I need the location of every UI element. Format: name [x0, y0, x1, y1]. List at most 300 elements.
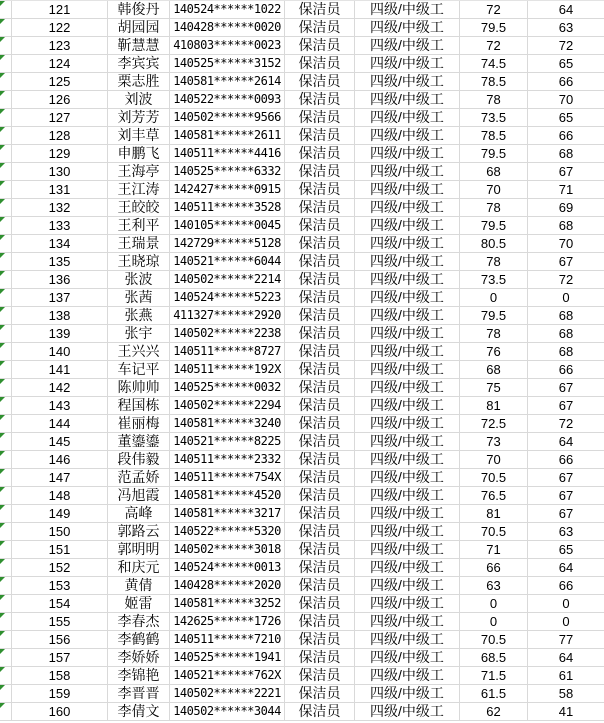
- position-cell[interactable]: 保洁员: [285, 577, 355, 595]
- score2-cell[interactable]: 67: [528, 163, 604, 181]
- score2-cell[interactable]: 67: [528, 505, 604, 523]
- error-indicator-cell[interactable]: [0, 613, 12, 631]
- id-number-cell[interactable]: 140525******3152: [170, 55, 285, 73]
- position-cell[interactable]: 保洁员: [285, 253, 355, 271]
- score2-cell[interactable]: 67: [528, 379, 604, 397]
- row-number-cell[interactable]: 147: [12, 469, 108, 487]
- error-indicator-cell[interactable]: [0, 559, 12, 577]
- position-cell[interactable]: 保洁员: [285, 181, 355, 199]
- error-indicator-cell[interactable]: [0, 577, 12, 595]
- id-number-cell[interactable]: 140525******0032: [170, 379, 285, 397]
- name-cell[interactable]: 刘芳芳: [108, 109, 170, 127]
- name-cell[interactable]: 张宇: [108, 325, 170, 343]
- score1-cell[interactable]: 72: [460, 1, 528, 19]
- score1-cell[interactable]: 72.5: [460, 415, 528, 433]
- name-cell[interactable]: 和庆元: [108, 559, 170, 577]
- level-cell[interactable]: 四级/中级工: [355, 343, 460, 361]
- id-number-cell[interactable]: 140502******2238: [170, 325, 285, 343]
- row-number-cell[interactable]: 142: [12, 379, 108, 397]
- name-cell[interactable]: 王江涛: [108, 181, 170, 199]
- score2-cell[interactable]: 65: [528, 541, 604, 559]
- score1-cell[interactable]: 78: [460, 325, 528, 343]
- level-cell[interactable]: 四级/中级工: [355, 109, 460, 127]
- position-cell[interactable]: 保洁员: [285, 433, 355, 451]
- row-number-cell[interactable]: 123: [12, 37, 108, 55]
- error-indicator-cell[interactable]: [0, 595, 12, 613]
- position-cell[interactable]: 保洁员: [285, 199, 355, 217]
- id-number-cell[interactable]: 140522******5320: [170, 523, 285, 541]
- error-indicator-cell[interactable]: [0, 253, 12, 271]
- name-cell[interactable]: 程国栋: [108, 397, 170, 415]
- level-cell[interactable]: 四级/中级工: [355, 595, 460, 613]
- id-number-cell[interactable]: 140502******3044: [170, 703, 285, 721]
- name-cell[interactable]: 车记平: [108, 361, 170, 379]
- score2-cell[interactable]: 0: [528, 289, 604, 307]
- position-cell[interactable]: 保洁员: [285, 271, 355, 289]
- level-cell[interactable]: 四级/中级工: [355, 307, 460, 325]
- position-cell[interactable]: 保洁员: [285, 361, 355, 379]
- score1-cell[interactable]: 81: [460, 505, 528, 523]
- row-number-cell[interactable]: 124: [12, 55, 108, 73]
- position-cell[interactable]: 保洁员: [285, 649, 355, 667]
- level-cell[interactable]: 四级/中级工: [355, 145, 460, 163]
- name-cell[interactable]: 崔丽梅: [108, 415, 170, 433]
- row-number-cell[interactable]: 132: [12, 199, 108, 217]
- row-number-cell[interactable]: 153: [12, 577, 108, 595]
- position-cell[interactable]: 保洁员: [285, 37, 355, 55]
- row-number-cell[interactable]: 133: [12, 217, 108, 235]
- row-number-cell[interactable]: 156: [12, 631, 108, 649]
- level-cell[interactable]: 四级/中级工: [355, 55, 460, 73]
- name-cell[interactable]: 王兴兴: [108, 343, 170, 361]
- level-cell[interactable]: 四级/中级工: [355, 19, 460, 37]
- error-indicator-cell[interactable]: [0, 487, 12, 505]
- error-indicator-cell[interactable]: [0, 1, 12, 19]
- level-cell[interactable]: 四级/中级工: [355, 289, 460, 307]
- score1-cell[interactable]: 78.5: [460, 127, 528, 145]
- score2-cell[interactable]: 71: [528, 181, 604, 199]
- row-number-cell[interactable]: 150: [12, 523, 108, 541]
- score1-cell[interactable]: 76: [460, 343, 528, 361]
- row-number-cell[interactable]: 157: [12, 649, 108, 667]
- score1-cell[interactable]: 73.5: [460, 271, 528, 289]
- level-cell[interactable]: 四级/中级工: [355, 451, 460, 469]
- score2-cell[interactable]: 67: [528, 487, 604, 505]
- score2-cell[interactable]: 72: [528, 415, 604, 433]
- error-indicator-cell[interactable]: [0, 451, 12, 469]
- error-indicator-cell[interactable]: [0, 469, 12, 487]
- name-cell[interactable]: 靳慧慧: [108, 37, 170, 55]
- level-cell[interactable]: 四级/中级工: [355, 91, 460, 109]
- level-cell[interactable]: 四级/中级工: [355, 541, 460, 559]
- score1-cell[interactable]: 74.5: [460, 55, 528, 73]
- score2-cell[interactable]: 72: [528, 37, 604, 55]
- name-cell[interactable]: 李春杰: [108, 613, 170, 631]
- score2-cell[interactable]: 68: [528, 145, 604, 163]
- row-number-cell[interactable]: 149: [12, 505, 108, 523]
- name-cell[interactable]: 王瑞景: [108, 235, 170, 253]
- id-number-cell[interactable]: 140525******6332: [170, 163, 285, 181]
- score2-cell[interactable]: 61: [528, 667, 604, 685]
- score2-cell[interactable]: 66: [528, 73, 604, 91]
- score2-cell[interactable]: 0: [528, 613, 604, 631]
- row-number-cell[interactable]: 148: [12, 487, 108, 505]
- score1-cell[interactable]: 70: [460, 451, 528, 469]
- score2-cell[interactable]: 64: [528, 649, 604, 667]
- error-indicator-cell[interactable]: [0, 541, 12, 559]
- id-number-cell[interactable]: 140522******0093: [170, 91, 285, 109]
- error-indicator-cell[interactable]: [0, 433, 12, 451]
- score1-cell[interactable]: 0: [460, 595, 528, 613]
- error-indicator-cell[interactable]: [0, 145, 12, 163]
- score1-cell[interactable]: 79.5: [460, 307, 528, 325]
- error-indicator-cell[interactable]: [0, 379, 12, 397]
- level-cell[interactable]: 四级/中级工: [355, 433, 460, 451]
- score1-cell[interactable]: 68: [460, 361, 528, 379]
- score2-cell[interactable]: 70: [528, 91, 604, 109]
- score2-cell[interactable]: 66: [528, 361, 604, 379]
- position-cell[interactable]: 保洁员: [285, 235, 355, 253]
- name-cell[interactable]: 刘波: [108, 91, 170, 109]
- position-cell[interactable]: 保洁员: [285, 667, 355, 685]
- score1-cell[interactable]: 76.5: [460, 487, 528, 505]
- score2-cell[interactable]: 41: [528, 703, 604, 721]
- error-indicator-cell[interactable]: [0, 289, 12, 307]
- row-number-cell[interactable]: 131: [12, 181, 108, 199]
- level-cell[interactable]: 四级/中级工: [355, 469, 460, 487]
- score2-cell[interactable]: 65: [528, 109, 604, 127]
- name-cell[interactable]: 陈帅帅: [108, 379, 170, 397]
- score1-cell[interactable]: 79.5: [460, 217, 528, 235]
- score1-cell[interactable]: 61.5: [460, 685, 528, 703]
- id-number-cell[interactable]: 140511******8727: [170, 343, 285, 361]
- id-number-cell[interactable]: 140511******3528: [170, 199, 285, 217]
- score2-cell[interactable]: 69: [528, 199, 604, 217]
- position-cell[interactable]: 保洁员: [285, 487, 355, 505]
- level-cell[interactable]: 四级/中级工: [355, 577, 460, 595]
- name-cell[interactable]: 胡园园: [108, 19, 170, 37]
- id-number-cell[interactable]: 140511******192X: [170, 361, 285, 379]
- error-indicator-cell[interactable]: [0, 73, 12, 91]
- score2-cell[interactable]: 64: [528, 433, 604, 451]
- score1-cell[interactable]: 78: [460, 91, 528, 109]
- score2-cell[interactable]: 63: [528, 19, 604, 37]
- error-indicator-cell[interactable]: [0, 415, 12, 433]
- row-number-cell[interactable]: 137: [12, 289, 108, 307]
- error-indicator-cell[interactable]: [0, 685, 12, 703]
- score1-cell[interactable]: 79.5: [460, 145, 528, 163]
- error-indicator-cell[interactable]: [0, 37, 12, 55]
- name-cell[interactable]: 段伟毅: [108, 451, 170, 469]
- id-number-cell[interactable]: 411327******2920: [170, 307, 285, 325]
- id-number-cell[interactable]: 140502******2214: [170, 271, 285, 289]
- score2-cell[interactable]: 68: [528, 307, 604, 325]
- score1-cell[interactable]: 78: [460, 199, 528, 217]
- level-cell[interactable]: 四级/中级工: [355, 487, 460, 505]
- id-number-cell[interactable]: 140581******3252: [170, 595, 285, 613]
- position-cell[interactable]: 保洁员: [285, 91, 355, 109]
- score2-cell[interactable]: 64: [528, 559, 604, 577]
- level-cell[interactable]: 四级/中级工: [355, 163, 460, 181]
- error-indicator-cell[interactable]: [0, 235, 12, 253]
- level-cell[interactable]: 四级/中级工: [355, 703, 460, 721]
- score1-cell[interactable]: 62: [460, 703, 528, 721]
- error-indicator-cell[interactable]: [0, 703, 12, 721]
- name-cell[interactable]: 董鎏鎏: [108, 433, 170, 451]
- score2-cell[interactable]: 66: [528, 127, 604, 145]
- position-cell[interactable]: 保洁员: [285, 163, 355, 181]
- name-cell[interactable]: 栗志胜: [108, 73, 170, 91]
- level-cell[interactable]: 四级/中级工: [355, 181, 460, 199]
- id-number-cell[interactable]: 140524******5223: [170, 289, 285, 307]
- name-cell[interactable]: 张燕: [108, 307, 170, 325]
- id-number-cell[interactable]: 140521******8225: [170, 433, 285, 451]
- position-cell[interactable]: 保洁员: [285, 343, 355, 361]
- level-cell[interactable]: 四级/中级工: [355, 397, 460, 415]
- error-indicator-cell[interactable]: [0, 667, 12, 685]
- score2-cell[interactable]: 72: [528, 271, 604, 289]
- error-indicator-cell[interactable]: [0, 325, 12, 343]
- id-number-cell[interactable]: 142625******1726: [170, 613, 285, 631]
- level-cell[interactable]: 四级/中级工: [355, 361, 460, 379]
- name-cell[interactable]: 韩俊丹: [108, 1, 170, 19]
- level-cell[interactable]: 四级/中级工: [355, 1, 460, 19]
- error-indicator-cell[interactable]: [0, 109, 12, 127]
- id-number-cell[interactable]: 140511******4416: [170, 145, 285, 163]
- score1-cell[interactable]: 71.5: [460, 667, 528, 685]
- score1-cell[interactable]: 73: [460, 433, 528, 451]
- name-cell[interactable]: 高峰: [108, 505, 170, 523]
- level-cell[interactable]: 四级/中级工: [355, 379, 460, 397]
- name-cell[interactable]: 王海亭: [108, 163, 170, 181]
- position-cell[interactable]: 保洁员: [285, 703, 355, 721]
- name-cell[interactable]: 黄倩: [108, 577, 170, 595]
- row-number-cell[interactable]: 127: [12, 109, 108, 127]
- score2-cell[interactable]: 0: [528, 595, 604, 613]
- level-cell[interactable]: 四级/中级工: [355, 217, 460, 235]
- name-cell[interactable]: 李倩文: [108, 703, 170, 721]
- id-number-cell[interactable]: 140428******2020: [170, 577, 285, 595]
- id-number-cell[interactable]: 140581******2611: [170, 127, 285, 145]
- score2-cell[interactable]: 64: [528, 1, 604, 19]
- id-number-cell[interactable]: 140428******0020: [170, 19, 285, 37]
- position-cell[interactable]: 保洁员: [285, 631, 355, 649]
- id-number-cell[interactable]: 140502******3018: [170, 541, 285, 559]
- error-indicator-cell[interactable]: [0, 199, 12, 217]
- row-number-cell[interactable]: 139: [12, 325, 108, 343]
- row-number-cell[interactable]: 134: [12, 235, 108, 253]
- error-indicator-cell[interactable]: [0, 505, 12, 523]
- score1-cell[interactable]: 70: [460, 181, 528, 199]
- score2-cell[interactable]: 70: [528, 235, 604, 253]
- score1-cell[interactable]: 66: [460, 559, 528, 577]
- level-cell[interactable]: 四级/中级工: [355, 271, 460, 289]
- error-indicator-cell[interactable]: [0, 361, 12, 379]
- level-cell[interactable]: 四级/中级工: [355, 253, 460, 271]
- id-number-cell[interactable]: 140524******0013: [170, 559, 285, 577]
- score2-cell[interactable]: 66: [528, 451, 604, 469]
- id-number-cell[interactable]: 410803******0023: [170, 37, 285, 55]
- row-number-cell[interactable]: 141: [12, 361, 108, 379]
- row-number-cell[interactable]: 146: [12, 451, 108, 469]
- level-cell[interactable]: 四级/中级工: [355, 37, 460, 55]
- score1-cell[interactable]: 80.5: [460, 235, 528, 253]
- name-cell[interactable]: 王利平: [108, 217, 170, 235]
- level-cell[interactable]: 四级/中级工: [355, 127, 460, 145]
- score1-cell[interactable]: 73.5: [460, 109, 528, 127]
- id-number-cell[interactable]: 140105******0045: [170, 217, 285, 235]
- position-cell[interactable]: 保洁员: [285, 73, 355, 91]
- row-number-cell[interactable]: 159: [12, 685, 108, 703]
- level-cell[interactable]: 四级/中级工: [355, 631, 460, 649]
- name-cell[interactable]: 李晋晋: [108, 685, 170, 703]
- score1-cell[interactable]: 78.5: [460, 73, 528, 91]
- row-number-cell[interactable]: 125: [12, 73, 108, 91]
- id-number-cell[interactable]: 140511******2332: [170, 451, 285, 469]
- name-cell[interactable]: 申鹏飞: [108, 145, 170, 163]
- row-number-cell[interactable]: 152: [12, 559, 108, 577]
- id-number-cell[interactable]: 140521******6044: [170, 253, 285, 271]
- score1-cell[interactable]: 70.5: [460, 523, 528, 541]
- row-number-cell[interactable]: 154: [12, 595, 108, 613]
- score1-cell[interactable]: 0: [460, 613, 528, 631]
- id-number-cell[interactable]: 140521******762X: [170, 667, 285, 685]
- position-cell[interactable]: 保洁员: [285, 613, 355, 631]
- position-cell[interactable]: 保洁员: [285, 505, 355, 523]
- score2-cell[interactable]: 77: [528, 631, 604, 649]
- position-cell[interactable]: 保洁员: [285, 397, 355, 415]
- score2-cell[interactable]: 65: [528, 55, 604, 73]
- score2-cell[interactable]: 68: [528, 217, 604, 235]
- score2-cell[interactable]: 68: [528, 325, 604, 343]
- row-number-cell[interactable]: 129: [12, 145, 108, 163]
- error-indicator-cell[interactable]: [0, 271, 12, 289]
- row-number-cell[interactable]: 126: [12, 91, 108, 109]
- id-number-cell[interactable]: 142427******0915: [170, 181, 285, 199]
- name-cell[interactable]: 李鹤鹤: [108, 631, 170, 649]
- name-cell[interactable]: 张茜: [108, 289, 170, 307]
- name-cell[interactable]: 李锦艳: [108, 667, 170, 685]
- score1-cell[interactable]: 71: [460, 541, 528, 559]
- error-indicator-cell[interactable]: [0, 217, 12, 235]
- score2-cell[interactable]: 63: [528, 523, 604, 541]
- score1-cell[interactable]: 0: [460, 289, 528, 307]
- name-cell[interactable]: 姬雷: [108, 595, 170, 613]
- id-number-cell[interactable]: 140511******7210: [170, 631, 285, 649]
- name-cell[interactable]: 王皎皎: [108, 199, 170, 217]
- id-number-cell[interactable]: 140525******1941: [170, 649, 285, 667]
- score1-cell[interactable]: 70.5: [460, 631, 528, 649]
- score2-cell[interactable]: 67: [528, 253, 604, 271]
- score1-cell[interactable]: 75: [460, 379, 528, 397]
- error-indicator-cell[interactable]: [0, 19, 12, 37]
- name-cell[interactable]: 刘丰草: [108, 127, 170, 145]
- name-cell[interactable]: 李娇娇: [108, 649, 170, 667]
- position-cell[interactable]: 保洁员: [285, 19, 355, 37]
- row-number-cell[interactable]: 155: [12, 613, 108, 631]
- score2-cell[interactable]: 68: [528, 343, 604, 361]
- position-cell[interactable]: 保洁员: [285, 415, 355, 433]
- level-cell[interactable]: 四级/中级工: [355, 613, 460, 631]
- row-number-cell[interactable]: 138: [12, 307, 108, 325]
- error-indicator-cell[interactable]: [0, 343, 12, 361]
- id-number-cell[interactable]: 140524******1022: [170, 1, 285, 19]
- score1-cell[interactable]: 72: [460, 37, 528, 55]
- score1-cell[interactable]: 81: [460, 397, 528, 415]
- score1-cell[interactable]: 79.5: [460, 19, 528, 37]
- id-number-cell[interactable]: 140581******3217: [170, 505, 285, 523]
- name-cell[interactable]: 张波: [108, 271, 170, 289]
- row-number-cell[interactable]: 128: [12, 127, 108, 145]
- position-cell[interactable]: 保洁员: [285, 541, 355, 559]
- row-number-cell[interactable]: 145: [12, 433, 108, 451]
- position-cell[interactable]: 保洁员: [285, 685, 355, 703]
- position-cell[interactable]: 保洁员: [285, 451, 355, 469]
- error-indicator-cell[interactable]: [0, 307, 12, 325]
- name-cell[interactable]: 郭明明: [108, 541, 170, 559]
- error-indicator-cell[interactable]: [0, 163, 12, 181]
- row-number-cell[interactable]: 136: [12, 271, 108, 289]
- name-cell[interactable]: 王晓琼: [108, 253, 170, 271]
- level-cell[interactable]: 四级/中级工: [355, 199, 460, 217]
- position-cell[interactable]: 保洁员: [285, 523, 355, 541]
- row-number-cell[interactable]: 144: [12, 415, 108, 433]
- position-cell[interactable]: 保洁员: [285, 307, 355, 325]
- name-cell[interactable]: 冯旭霞: [108, 487, 170, 505]
- id-number-cell[interactable]: 142729******5128: [170, 235, 285, 253]
- level-cell[interactable]: 四级/中级工: [355, 73, 460, 91]
- score1-cell[interactable]: 78: [460, 253, 528, 271]
- position-cell[interactable]: 保洁员: [285, 217, 355, 235]
- error-indicator-cell[interactable]: [0, 127, 12, 145]
- row-number-cell[interactable]: 135: [12, 253, 108, 271]
- score2-cell[interactable]: 58: [528, 685, 604, 703]
- position-cell[interactable]: 保洁员: [285, 1, 355, 19]
- id-number-cell[interactable]: 140581******3240: [170, 415, 285, 433]
- row-number-cell[interactable]: 160: [12, 703, 108, 721]
- row-number-cell[interactable]: 121: [12, 1, 108, 19]
- position-cell[interactable]: 保洁员: [285, 559, 355, 577]
- name-cell[interactable]: 范孟娇: [108, 469, 170, 487]
- row-number-cell[interactable]: 158: [12, 667, 108, 685]
- score2-cell[interactable]: 67: [528, 469, 604, 487]
- row-number-cell[interactable]: 130: [12, 163, 108, 181]
- position-cell[interactable]: 保洁员: [285, 469, 355, 487]
- position-cell[interactable]: 保洁员: [285, 325, 355, 343]
- score1-cell[interactable]: 63: [460, 577, 528, 595]
- score1-cell[interactable]: 68.5: [460, 649, 528, 667]
- level-cell[interactable]: 四级/中级工: [355, 235, 460, 253]
- level-cell[interactable]: 四级/中级工: [355, 667, 460, 685]
- id-number-cell[interactable]: 140581******4520: [170, 487, 285, 505]
- position-cell[interactable]: 保洁员: [285, 145, 355, 163]
- id-number-cell[interactable]: 140502******9566: [170, 109, 285, 127]
- id-number-cell[interactable]: 140502******2294: [170, 397, 285, 415]
- score2-cell[interactable]: 66: [528, 577, 604, 595]
- error-indicator-cell[interactable]: [0, 91, 12, 109]
- score2-cell[interactable]: 67: [528, 397, 604, 415]
- error-indicator-cell[interactable]: [0, 397, 12, 415]
- error-indicator-cell[interactable]: [0, 55, 12, 73]
- position-cell[interactable]: 保洁员: [285, 289, 355, 307]
- id-number-cell[interactable]: 140502******2221: [170, 685, 285, 703]
- row-number-cell[interactable]: 140: [12, 343, 108, 361]
- level-cell[interactable]: 四级/中级工: [355, 649, 460, 667]
- id-number-cell[interactable]: 140511******754X: [170, 469, 285, 487]
- name-cell[interactable]: 李宾宾: [108, 55, 170, 73]
- score1-cell[interactable]: 68: [460, 163, 528, 181]
- position-cell[interactable]: 保洁员: [285, 55, 355, 73]
